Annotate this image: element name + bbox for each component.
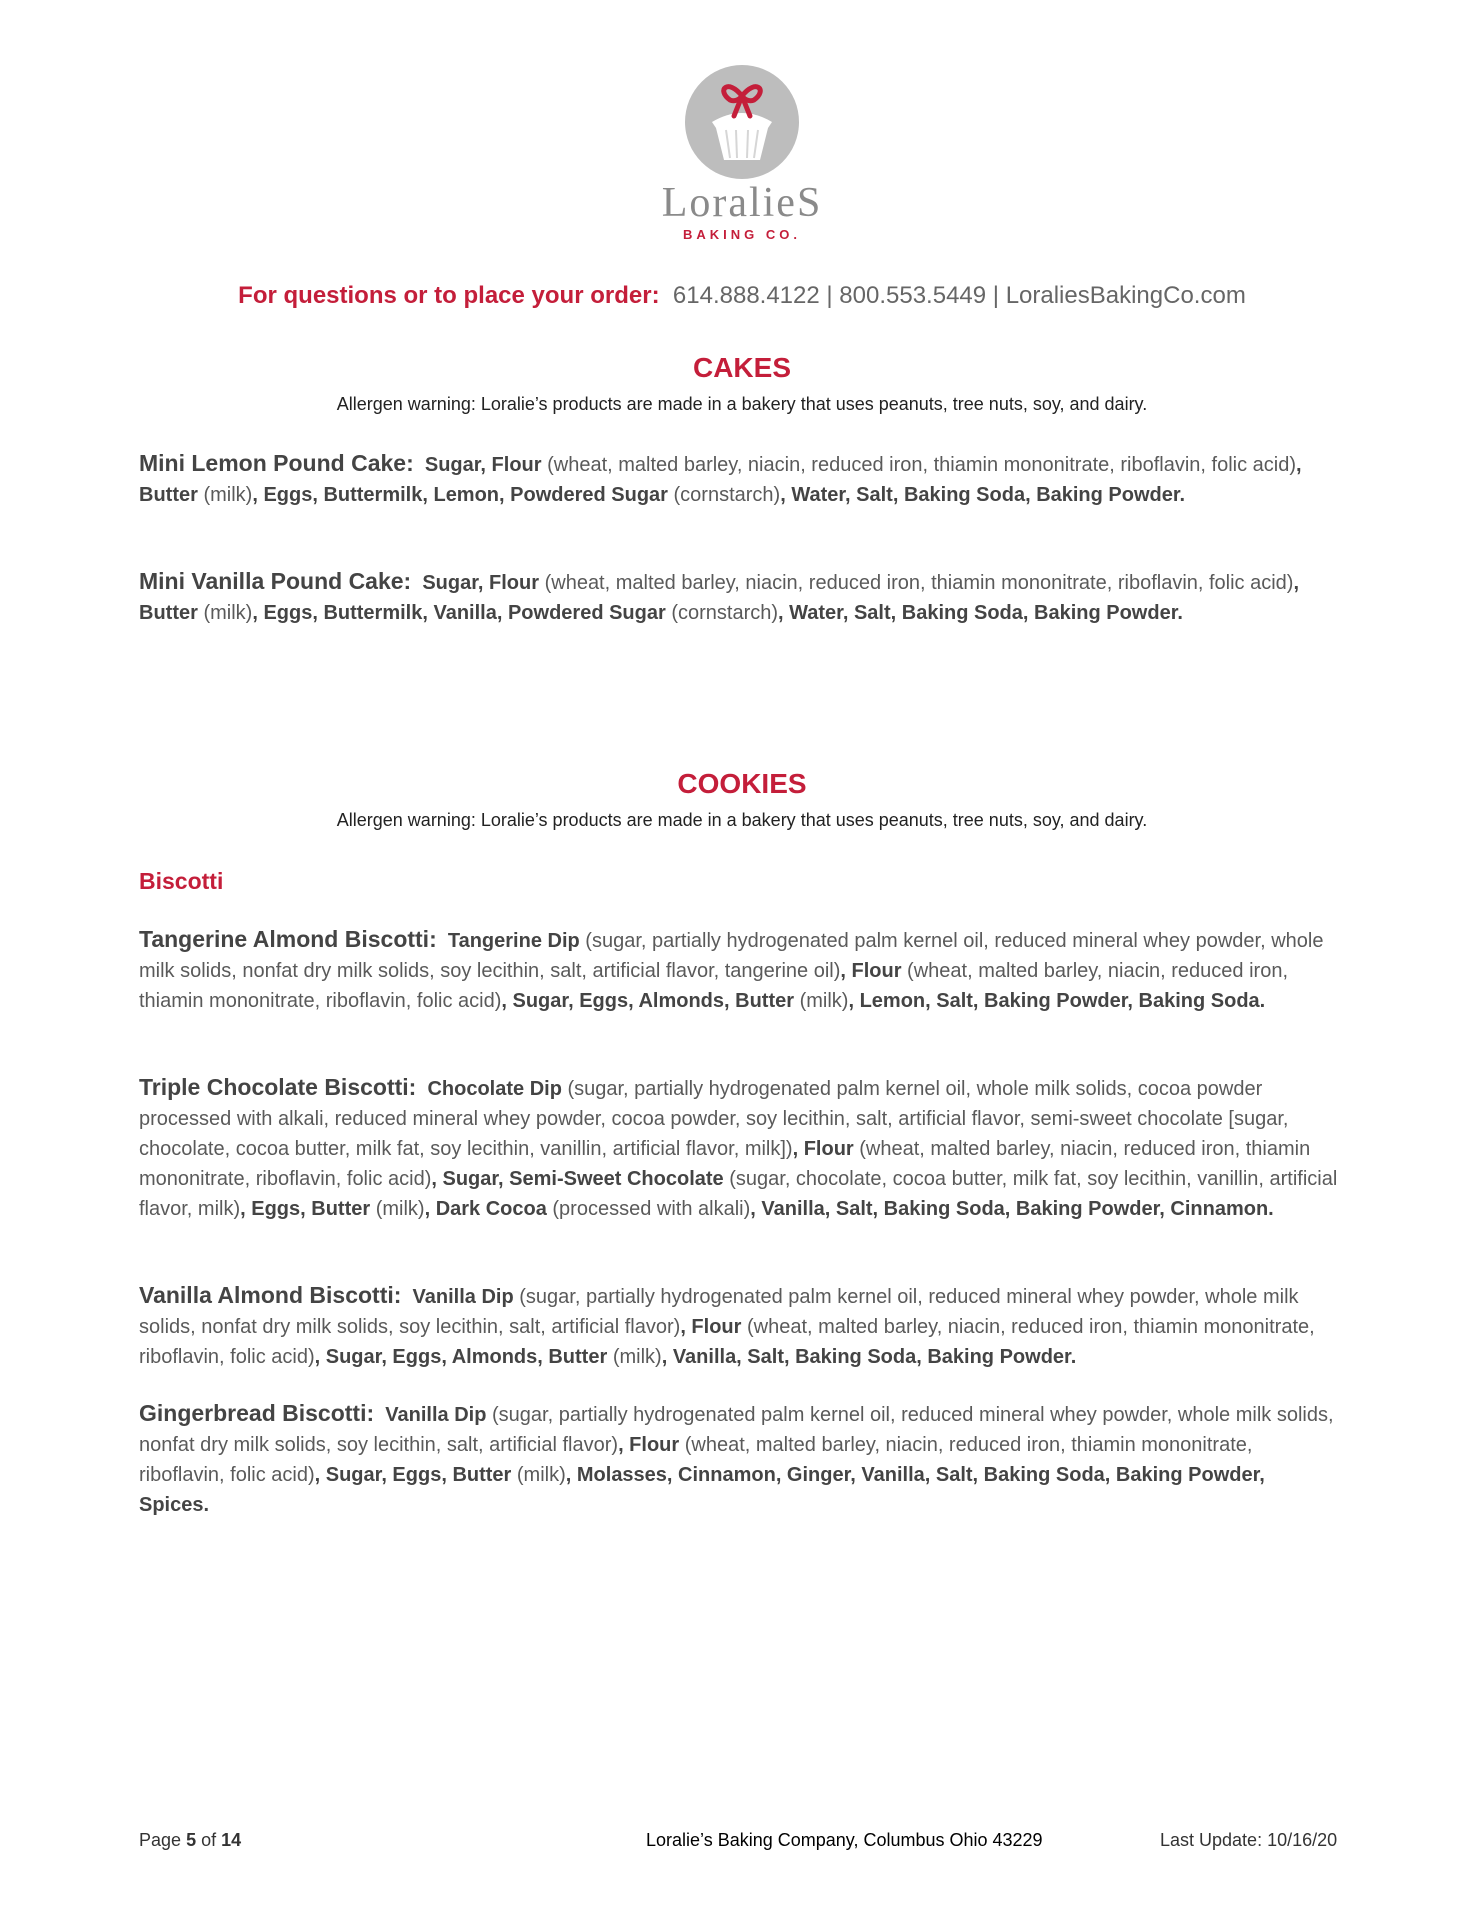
ingredient-bold: , Sugar, Eggs, Almonds, Butter — [314, 1346, 608, 1368]
ingredient-bold: , Flour — [618, 1434, 680, 1456]
ingredient-bold: , Water, Salt, Baking Soda, Baking Powder. — [780, 484, 1186, 506]
ingredient-detail: (sugar, partially hydrogenated palm kernel oil, whole milk solids, cocoa powder processed with alkali, reduced mineral whey powder, cocoa powder, soy lecithin, salt, artificial flavor, semi-sweet chocolate [sugar, chocolate, cocoa butter, milk fat, soy lecithin, vanillin, artificial flavor, milk]) — [139, 1078, 1289, 1160]
ingredient-detail: (milk) — [511, 1464, 566, 1486]
page-number — [139, 1830, 241, 1851]
product-tangerine-almond-biscotti — [139, 924, 1339, 1016]
brand-logo — [0, 64, 1484, 242]
ingredient-detail: (wheat, malted barley, niacin, reduced iron, thiamin mononitrate, riboflavin, folic acid) — [139, 1434, 1253, 1486]
website-link[interactable]: LoraliesBakingCo.com — [1005, 282, 1246, 309]
ingredient-bold: , Sugar, Eggs, Almonds, Butter — [501, 990, 795, 1012]
product-name: Triple Chocolate Biscotti: — [139, 1074, 417, 1100]
product-gingerbread-biscotti — [139, 1398, 1339, 1520]
ingredient-detail: (processed with alkali) — [546, 1198, 751, 1220]
ingredient-detail: (milk) — [197, 484, 253, 506]
ingredient-bold: Sugar, Flour — [422, 572, 540, 594]
ingredient-detail: (sugar, chocolate, cocoa butter, milk fat, soy lecithin, vanillin, artificial flavor, milk) — [139, 1168, 1338, 1220]
ingredient-bold: , Butter — [139, 454, 1302, 506]
ingredient-detail: (milk) — [607, 1346, 662, 1368]
ingredient-detail: (milk) — [794, 990, 849, 1012]
product-name: Mini Vanilla Pound Cake: — [139, 568, 412, 594]
cupcake-bow-icon — [684, 64, 800, 180]
ingredient-bold: , Flour — [840, 960, 902, 982]
ingredient-bold: , Sugar, Semi-Sweet Chocolate — [431, 1168, 724, 1190]
ingredient-bold: Sugar, Flour — [424, 454, 542, 476]
product-name: Vanilla Almond Biscotti: — [139, 1282, 402, 1308]
allergen-warning-cakes: Allergen warning: Loralie’s products are made in a bakery that uses peanuts, tree nuts, soy, and dairy. — [336, 394, 1148, 414]
ingredient-bold: Vanilla Dip — [412, 1286, 514, 1308]
ingredient-bold: , Water, Salt, Baking Soda, Baking Powder. — [778, 602, 1183, 624]
phone-2[interactable]: 800.553.5449 — [839, 282, 987, 309]
page-of: of — [201, 1830, 217, 1850]
ingredient-detail: (cornstarch) — [667, 484, 781, 506]
ingredient-detail: (wheat, malted barley, niacin, reduced iron, thiamin mononitrate, riboflavin, folic acid) — [139, 960, 1288, 1012]
ingredient-bold: , Flour — [792, 1138, 854, 1160]
ingredient-bold: Chocolate Dip — [427, 1078, 562, 1100]
section-title-cookies: COOKIES — [677, 768, 807, 799]
footer-company: Loralie’s Baking Company, Columbus Ohio 43229 — [646, 1830, 1043, 1850]
footer-last-update: Last Update: 10/16/20 — [1160, 1830, 1338, 1850]
ingredient-bold: , Sugar, Eggs, Butter — [314, 1464, 512, 1486]
page-prefix: Page — [139, 1830, 182, 1850]
ingredient-bold: , Vanilla, Salt, Baking Soda, Baking Powder, Cinnamon. — [750, 1198, 1274, 1220]
ingredient-detail: (cornstarch) — [665, 602, 779, 624]
ingredient-bold: , Eggs, Buttermilk, Vanilla, Powdered Sugar — [252, 602, 666, 624]
ingredient-bold: , Vanilla, Salt, Baking Soda, Baking Powder. — [661, 1346, 1077, 1368]
ingredient-bold: Vanilla Dip — [385, 1404, 487, 1426]
ingredient-bold: , Dark Cocoa — [424, 1198, 547, 1220]
ingredient-detail: (wheat, malted barley, niacin, reduced iron, thiamin mononitrate, riboflavin, folic acid) — [139, 1138, 1311, 1190]
page-current: 5 — [186, 1830, 197, 1850]
ingredient-detail: (wheat, malted barley, niacin, reduced iron, thiamin mononitrate, riboflavin, folic acid) — [139, 1316, 1315, 1368]
ingredient-bold: , Eggs, Butter — [240, 1198, 371, 1220]
product-vanilla-almond-biscotti — [139, 1280, 1339, 1372]
separator: | — [992, 282, 1000, 309]
product-triple-chocolate-biscotti — [139, 1072, 1339, 1224]
allergen-warning-cookies: Allergen warning: Loralie’s products are made in a bakery that uses peanuts, tree nuts, soy, and dairy. — [336, 810, 1148, 830]
product-mini-vanilla-pound-cake — [139, 566, 1339, 628]
logo-wordmark: LoralieS — [661, 180, 823, 226]
ingredient-bold: Tangerine Dip — [447, 930, 580, 952]
ingredient-bold: , Butter — [139, 572, 1300, 624]
contact-line — [0, 282, 1484, 310]
separator: | — [826, 282, 833, 309]
ingredient-bold: , Eggs, Buttermilk, Lemon, Powdered Sugar — [252, 484, 668, 506]
ingredient-detail: (sugar, partially hydrogenated palm kernel oil, reduced mineral whey powder, whole milk solids, nonfat dry milk solids, soy lecithin, salt, artificial flavor) — [139, 1404, 1334, 1456]
product-name: Tangerine Almond Biscotti: — [139, 926, 437, 952]
ingredient-bold: , Flour — [680, 1316, 742, 1338]
product-name: Mini Lemon Pound Cake: — [139, 450, 414, 476]
page-total: 14 — [221, 1830, 242, 1850]
ingredient-bold: , Lemon, Salt, Baking Powder, Baking Soda. — [848, 990, 1266, 1012]
ingredient-detail: (wheat, malted barley, niacin, reduced iron, thiamin mononitrate, riboflavin, folic acid) — [539, 572, 1294, 594]
contact-lead: For questions or to place your order: — [238, 282, 660, 309]
ingredient-detail: (milk) — [197, 602, 253, 624]
ingredient-detail: (sugar, partially hydrogenated palm kernel oil, reduced mineral whey powder, whole milk solids, nonfat dry milk solids, soy lecithin, salt, artificial flavor) — [139, 1286, 1299, 1338]
section-title-cakes: CAKES — [692, 352, 791, 383]
ingredient-detail: (sugar, partially hydrogenated palm kernel oil, reduced mineral whey powder, whole milk solids, nonfat dry milk solids, soy lecithin, salt, artificial flavor, tangerine oil) — [139, 930, 1324, 982]
ingredient-detail: (milk) — [370, 1198, 425, 1220]
phone-1[interactable]: 614.888.4122 — [672, 282, 820, 309]
logo-subtitle: BAKING CO. — [683, 227, 801, 242]
ingredient-detail: (wheat, malted barley, niacin, reduced iron, thiamin mononitrate, riboflavin, folic acid) — [541, 454, 1296, 476]
ingredient-bold: , Molasses, Cinnamon, Ginger, Vanilla, Salt, Baking Soda, Baking Powder, Spices. — [139, 1464, 1265, 1516]
product-mini-lemon-pound-cake — [139, 448, 1339, 510]
product-name: Gingerbread Biscotti: — [139, 1400, 375, 1426]
subheading-biscotti: Biscotti — [139, 868, 224, 894]
